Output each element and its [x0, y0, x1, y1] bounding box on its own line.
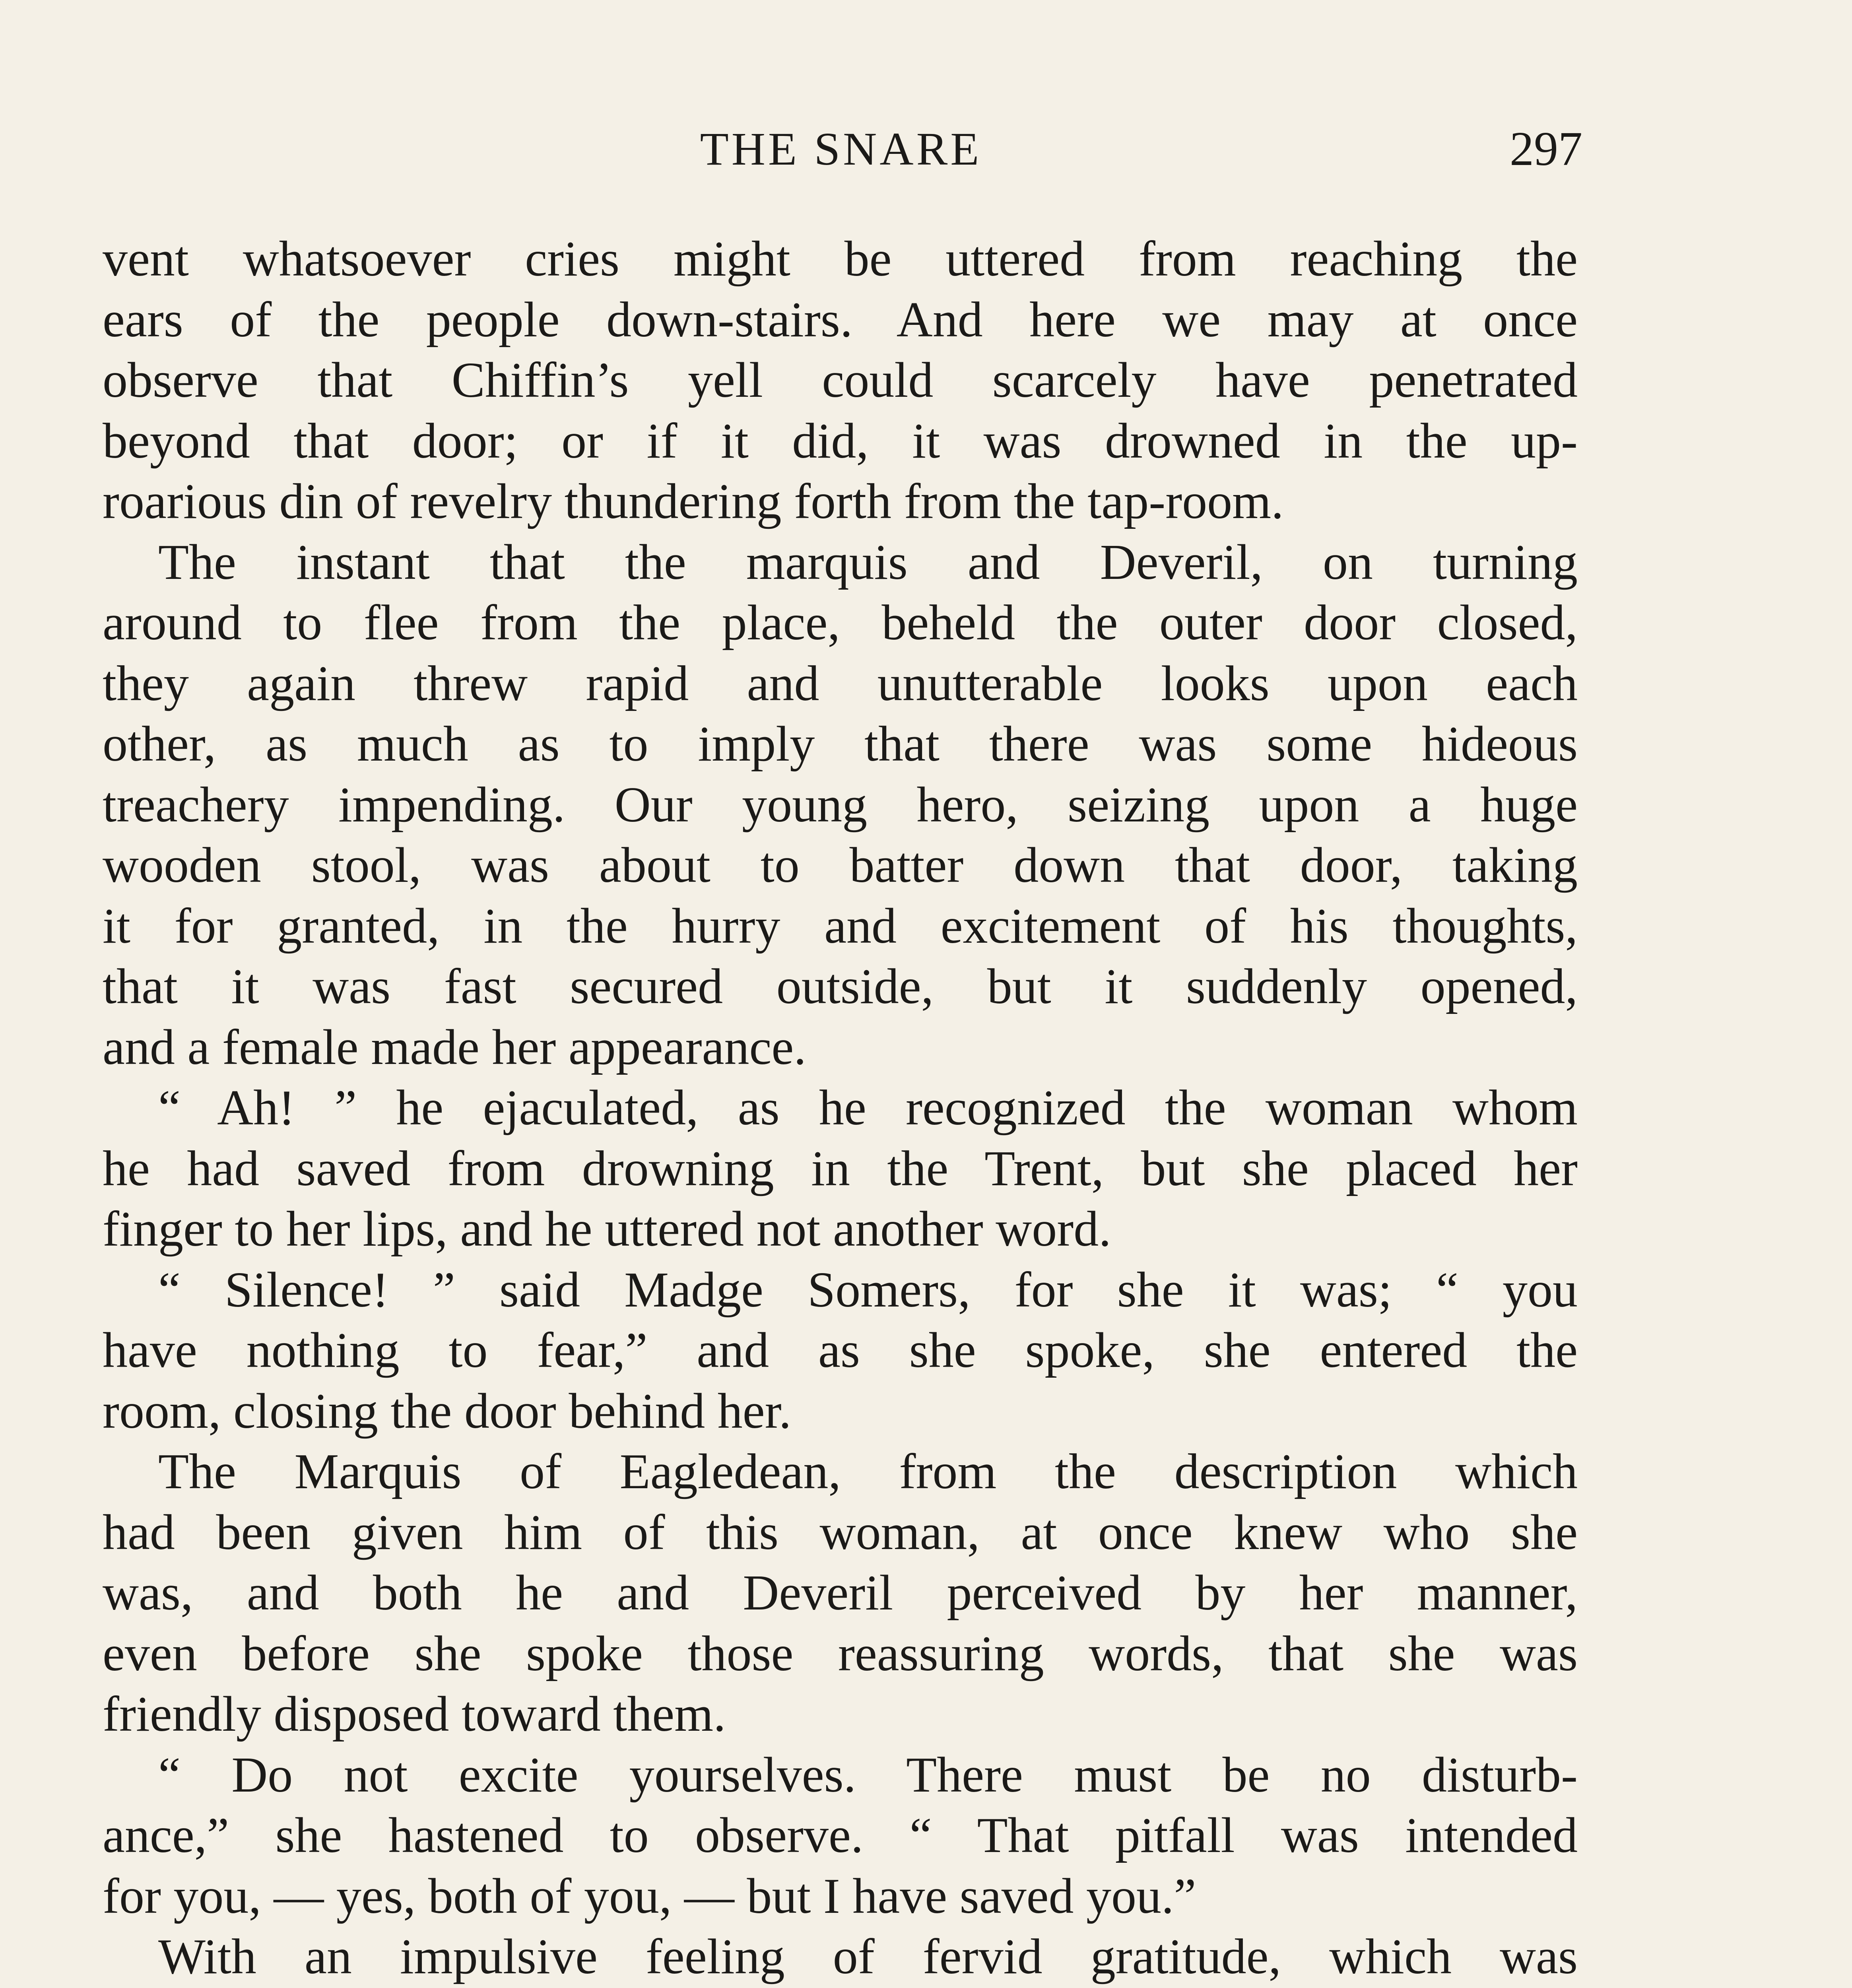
text-line: ears of the people down-stairs. And here we may at once [103, 292, 1578, 348]
text-line: roarious din of revelry thundering forth from the tap-room. [103, 474, 1284, 529]
text-line: they again threw rapid and unutterable looks upon each [103, 656, 1578, 711]
text-line: observe that Chiffin’s yell could scarcely have penetrated [103, 353, 1578, 408]
text-line: finger to her lips, and he uttered not another word. [103, 1202, 1111, 1257]
text-line: that it was fast secured outside, but it suddenly opened, [103, 959, 1578, 1014]
text-line: had been given him of this woman, at once knew who she [103, 1505, 1578, 1560]
running-head: THE SNARE [700, 123, 982, 175]
text-line: room, closing the door behind her. [103, 1383, 792, 1439]
text-line: for you, — yes, both of you, — but I have saved you.” [103, 1868, 1196, 1924]
text-line: around to flee from the place, beheld the outer door closed, [103, 595, 1578, 650]
text-line: vent whatsoever cries might be uttered from reaching the [103, 231, 1578, 287]
text-line: and a female made her appearance. [103, 1019, 806, 1075]
text-line: it for granted, in the hurry and excitement of his thoughts, [103, 898, 1578, 954]
text-line: ance,” she hastened to observe. “ That pitfall was intended [103, 1808, 1578, 1863]
text-line: With an impulsive feeling of fervid gratitude, which was [158, 1929, 1578, 1984]
text-line: The Marquis of Eagledean, from the description which [158, 1444, 1578, 1499]
page-header [99, 119, 1582, 179]
text-line: The instant that the marquis and Deveril, on turning [158, 534, 1578, 590]
page-number: 297 [1510, 122, 1582, 176]
text-line: he had saved from drowning in the Trent, but she placed her [103, 1141, 1578, 1196]
text-line: “ Silence! ” said Madge Somers, for she it was; “ you [158, 1262, 1578, 1318]
text-line: was, and both he and Deveril perceived by her manner, [103, 1565, 1578, 1621]
text-line: “ Do not excite yourselves. There must be no disturb- [158, 1747, 1578, 1803]
text-line: friendly disposed toward them. [103, 1687, 726, 1742]
text-line: even before she spoke those reassuring words, that she was [103, 1626, 1578, 1681]
text-line: beyond that door; or if it did, it was drowned in the up- [103, 413, 1578, 469]
text-line: treachery impending. Our young hero, seizing upon a huge [103, 777, 1578, 833]
body-text [103, 229, 1578, 1988]
text-line: other, as much as to imply that there was some hideous [103, 716, 1578, 772]
text-line: “ Ah! ” he ejaculated, as he recognized the woman whom [158, 1080, 1578, 1136]
text-line: have nothing to fear,” and as she spoke, she entered the [103, 1323, 1578, 1378]
text-line: wooden stool, was about to batter down that door, taking [103, 838, 1578, 893]
